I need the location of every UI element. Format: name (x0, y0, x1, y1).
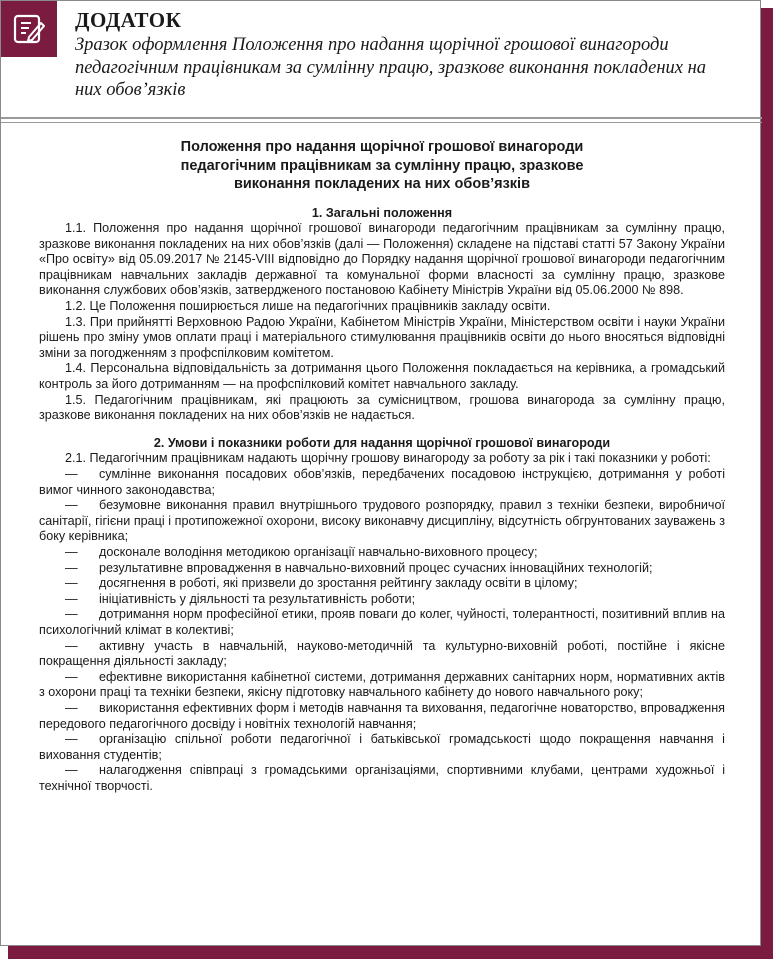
list-item (39, 670, 725, 701)
list-item (39, 545, 725, 561)
list-item (39, 592, 725, 608)
paragraph-1-2: 1.2. Це Положення поширюється лише на педагогічних працівників закладу освіти. (65, 299, 551, 314)
dash-marker: — (65, 560, 78, 575)
list-item-text: ініціативність у діяльності та результативність роботи; (99, 591, 416, 606)
dash-marker: — (65, 669, 78, 684)
dash-marker: — (65, 544, 78, 559)
document-title: Положення про надання щорічної грошової винагороди педагогічним працівникам за сумлінну працю, зразкове виконання покладених на них обов’язків (180, 139, 584, 192)
paragraph-1-5: 1.5. Педагогічним працівникам, які працюють за сумісництвом, грошова винагорода за сумлінну працю, зразкове виконання покладених на них обов’язків не надається. (39, 392, 725, 423)
list-item (39, 763, 725, 794)
section-1-heading: 1. Загальні положення (311, 205, 453, 220)
list-item-text: результативне впровадження в навчально-виховний процес сучасних інноваційних технологій; (99, 560, 653, 575)
dash-marker: — (65, 576, 78, 591)
header-divider-bottom (1, 122, 762, 123)
edit-note-icon (11, 11, 47, 47)
dash-marker: — (65, 467, 78, 481)
dash-marker: — (65, 638, 78, 653)
list-item-text: досягнення в роботі, які призвели до зростання рейтингу закладу освіти в цілому; (99, 576, 578, 591)
list-item-text: безумовне виконання правил внутрішнього трудового розпорядку, правил з техніки безпеки, виробничої санітарії, гігієни праці і протипожежної охорони, високу виконавчу дисципліну, відсутність обгрунтованих зауважень з боку керівника; (39, 498, 725, 544)
list-item-text: активну участь в навчальній, науково-методичній та культурно-виховній роботі, постійне і якісне покращення діяльності закладу; (39, 638, 725, 669)
list-item-text: ефективне використання кабінетної системи, дотримання державних санітарних норм, нормативних актів з охорони праці та техніки безпеки, якісну підготовку навчального кабінету до нового навчального року; (39, 669, 725, 700)
frame-shadow-bottom (8, 946, 773, 959)
list-item-text: налагодження співпраці з громадськими організаціями, спортивними клубами, центрами художньої і технічної творчості. (39, 763, 725, 793)
appendix-header (75, 7, 736, 102)
regulation-document (39, 138, 725, 794)
list-item-text: досконале володіння методикою організації навчально-виховного процесу; (99, 544, 538, 559)
list-item (39, 732, 725, 763)
appendix-label: ДОДАТОК (75, 8, 182, 32)
dash-marker: — (65, 732, 78, 747)
dash-marker: — (65, 700, 78, 715)
frame-shadow-right (761, 8, 773, 959)
list-item (39, 498, 725, 545)
list-item (39, 607, 725, 638)
dash-marker: — (65, 607, 78, 622)
header-icon-box (1, 1, 57, 57)
list-item-text: дотримання норм професійної етики, прояв поваги до колег, чуйності, толерантності, позитивний вплив на психологічний клімат в колективі; (39, 607, 725, 637)
list-item (39, 467, 725, 498)
appendix-subtitle: Зразок оформлення Положення про надання щорічної грошової винагороди педагогічним працівникам за сумлінну працю, зразкове виконання покладених на них обов’язків (75, 35, 707, 100)
list-item-text: сумлінне виконання посадових обов’язків, передбачених посадовою інструкцією, дотримання у роботі вимог чинного законодавства; (39, 467, 725, 497)
list-item-text: організацію спільної роботи педагогічної і батьківської громадськості щодо покращення навчання і виховання студентів; (39, 732, 725, 762)
dash-marker: — (65, 591, 78, 606)
header-divider-top (1, 117, 762, 119)
dash-marker: — (65, 498, 78, 513)
paragraph-2-1: 2.1. Педагогічним працівникам надають щорічну грошову винагороду за роботу за рік і такі показники у роботі: (65, 451, 711, 466)
section-2-heading: 2. Умови і показники роботи для надання щорічної грошової винагороди (153, 435, 611, 450)
list-item (39, 576, 725, 592)
list-item (39, 561, 725, 577)
paragraph-1-4: 1.4. Персональна відповідальність за дотримання цього Положення покладається на керівника, а громадський контроль за його дотриманням — на профспілковий комітет навчального закладу. (39, 361, 725, 392)
paragraph-1-1: 1.1. Положення про надання щорічної грошової винагороди педагогічним працівникам за сумлінну працю, зразкове виконання покладених на них обов’язків (далі — Положення) складене на підставі статті 57 Закону України «Про освіту» від 05.09.2017 № 2145-VIII відповідно до Порядку надання щорічної грошової винагороди педагогічним працівникам навчальних закладів державної та комунальної форми власності за сумлінну працю, зразкове виконання службових обов’язків, затвердженого постановою Кабінету Міністрів України від 05.06.2000 № 898. (39, 221, 725, 298)
paragraph-1-3: 1.3. При прийнятті Верховною Радою України, Кабінетом Міністрів України, Міністерством освіти і науки України рішень про зміну умов оплати праці і матеріального стимулювання працівників освіти до нього вносяться відповідні зміни за погодженням з профспілковим комітетом. (39, 314, 725, 360)
list-item (39, 639, 725, 670)
list-item (39, 701, 725, 732)
dash-marker: — (65, 763, 78, 778)
list-item-text: використання ефективних форм і методів навчання та виховання, педагогічне новаторство, впровадження передового педагогічного досвіду і новітніх технологій навчання; (39, 700, 725, 731)
